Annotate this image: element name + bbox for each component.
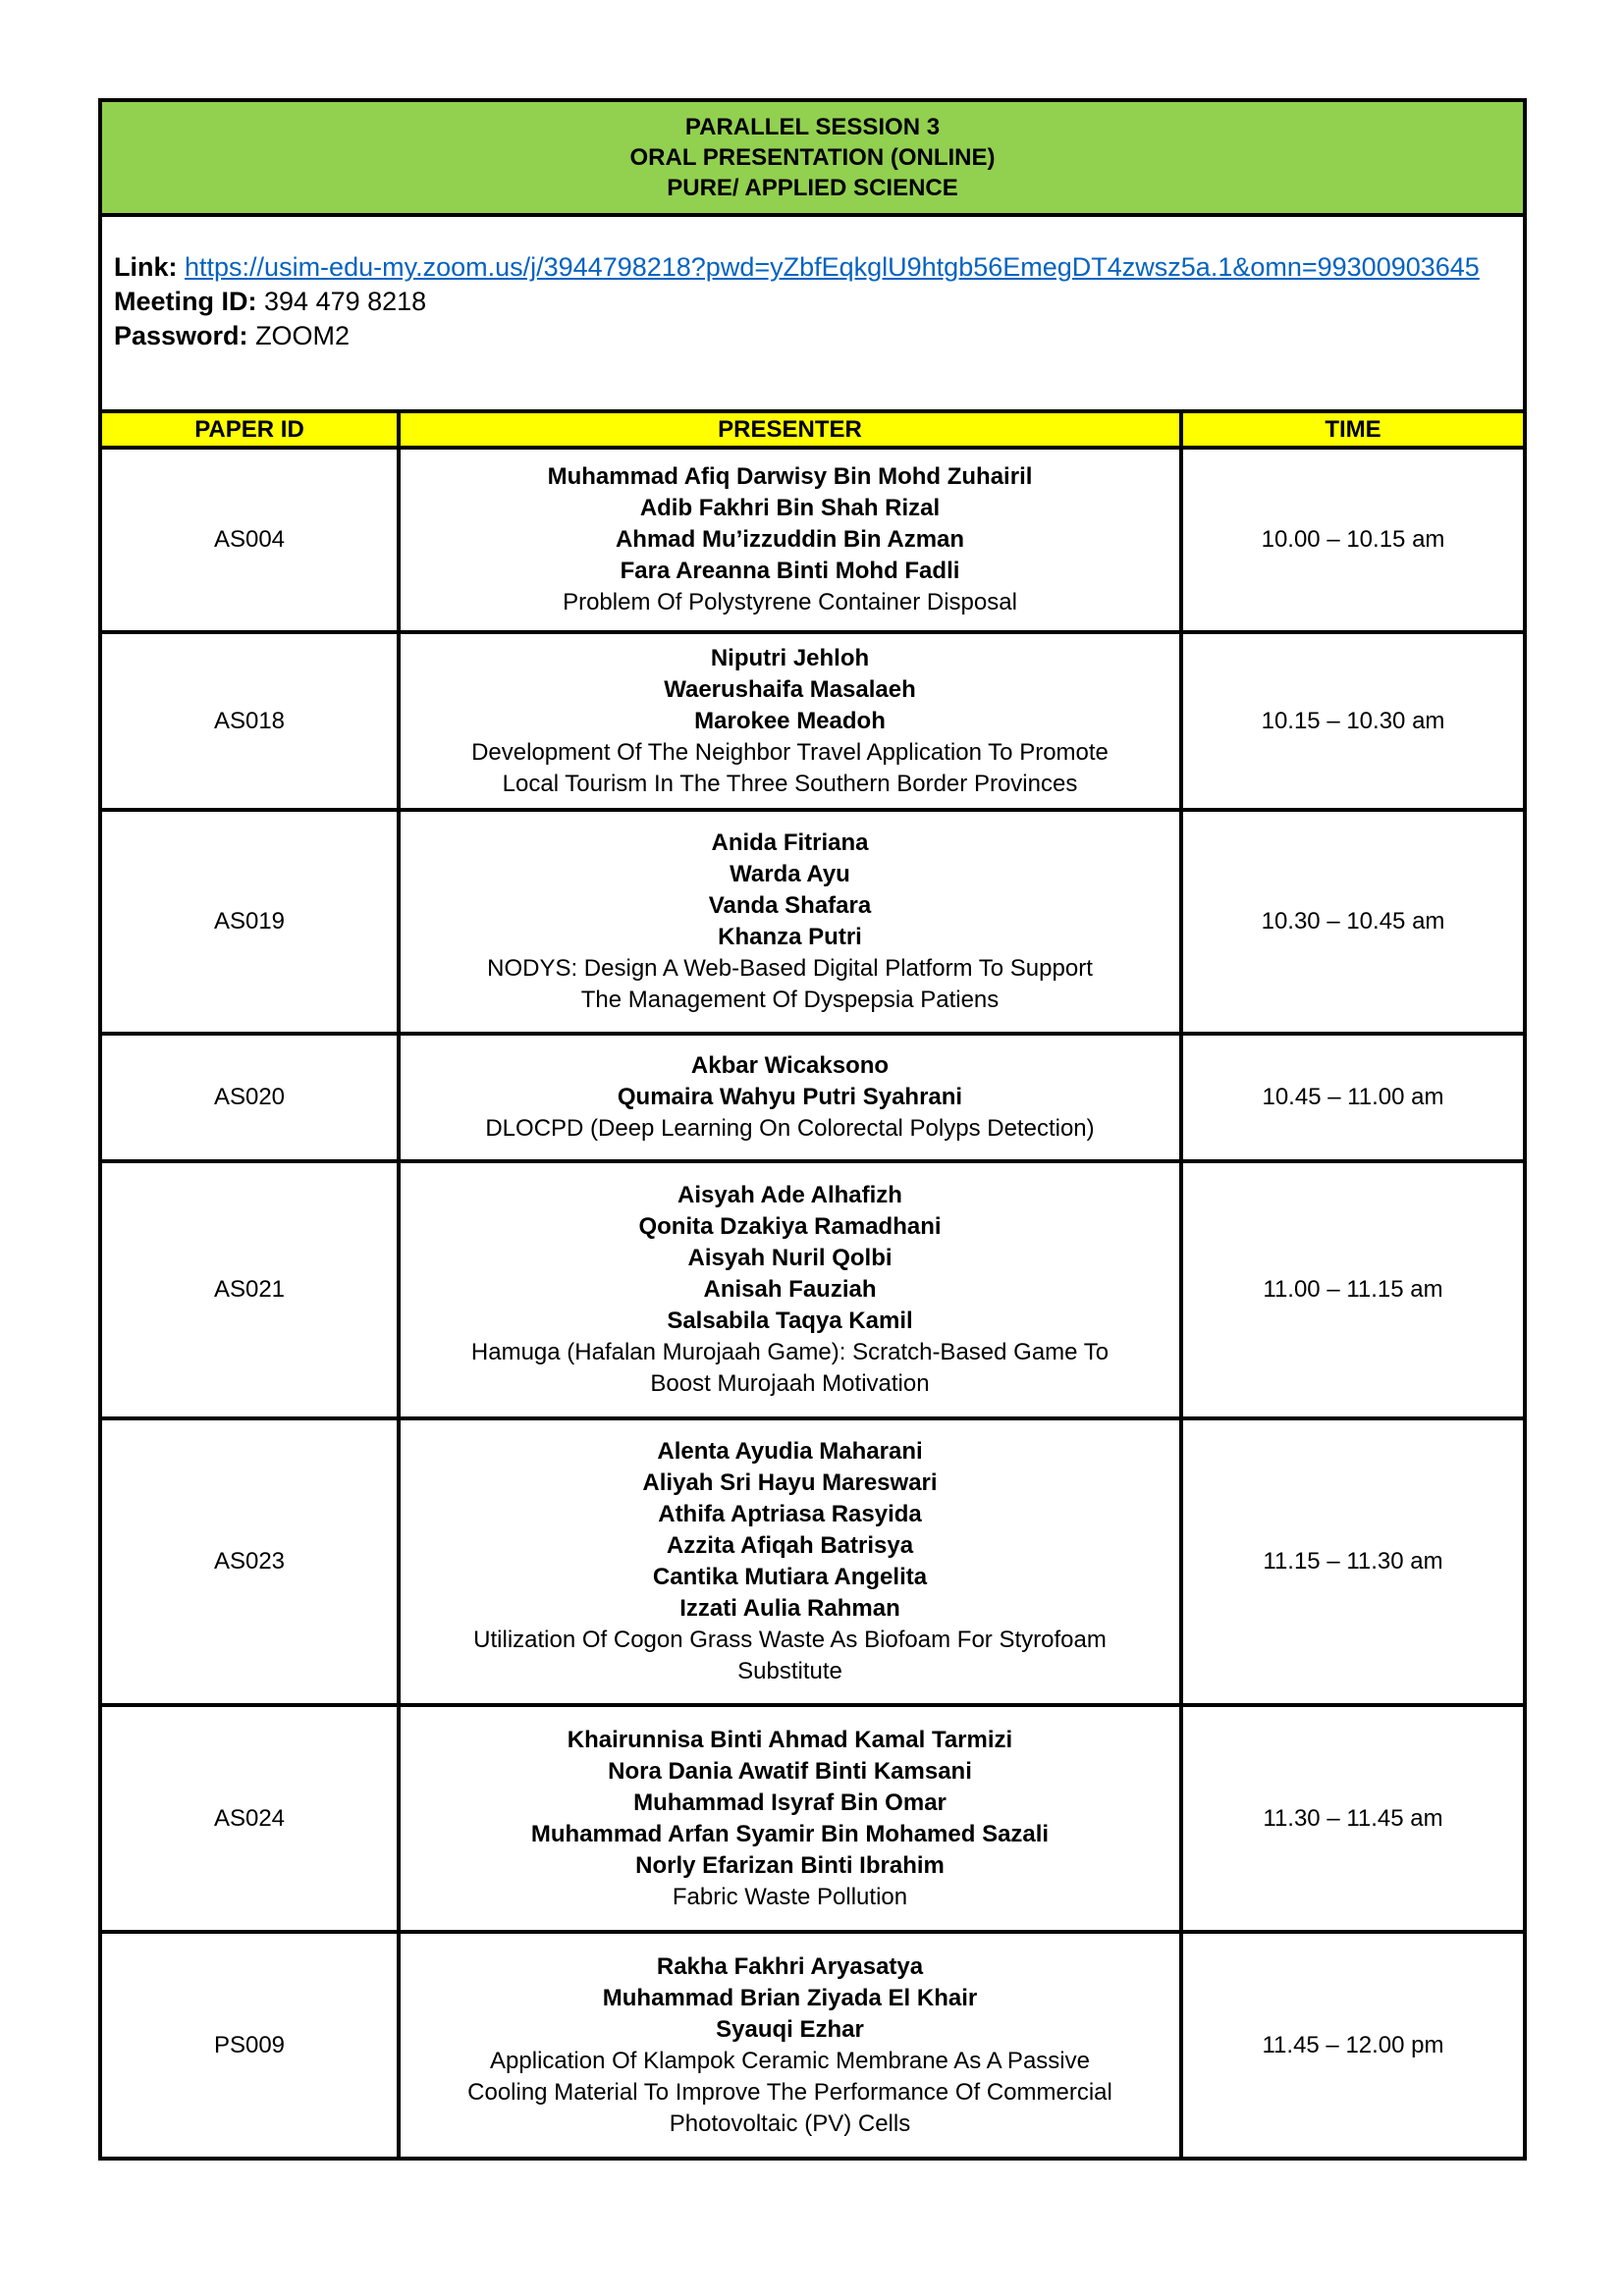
presenter-name: Rakha Fakhri Aryasatya [656, 1952, 924, 1980]
col-time: TIME [1181, 413, 1523, 448]
session-header [102, 102, 1523, 217]
table-row [102, 1034, 1523, 1161]
presenter-name: Marokee Meadoh [694, 707, 886, 734]
session-document [98, 98, 1527, 2161]
table-row [102, 1161, 1523, 1418]
link-label: Link: [114, 252, 178, 282]
table-row [102, 632, 1523, 810]
presenter-name: Aisyah Nuril Qolbi [687, 1245, 893, 1271]
presenter-name: Izzati Aulia Rahman [679, 1595, 900, 1622]
paper-title-line: NODYS: Design A Web-Based Digital Platform To Support [487, 955, 1093, 982]
session-format: ORAL PRESENTATION (ONLINE) [629, 144, 996, 171]
session-track: PURE/ APPLIED SCIENCE [667, 175, 958, 201]
paper-title-line: Fabric Waste Pollution [672, 1883, 908, 1910]
paper-title-line: Hamuga (Hafalan Murojaah Game): Scratch-Based Game To [470, 1339, 1110, 1365]
presenter-name: Khanza Putri [718, 924, 862, 950]
presenter-name: Fara Areanna Binti Mohd Fadli [620, 558, 960, 584]
presenter-name: Syauqi Ezhar [716, 2015, 864, 2043]
meeting-id-value: 394 479 8218 [264, 287, 427, 316]
presenter-name: Adib Fakhri Bin Shah Rizal [639, 495, 941, 521]
paper-id-cell: AS020 [102, 1034, 399, 1161]
presenter-cell [399, 810, 1181, 1034]
col-paper-id: PAPER ID [102, 413, 399, 448]
table-row [102, 1705, 1523, 1932]
table-header-row [102, 413, 1523, 448]
presenter-name: Anida Fitriana [711, 829, 869, 856]
password-value: ZOOM2 [255, 321, 351, 350]
table-row [102, 1932, 1523, 2157]
paper-title-line: Utilization Of Cogon Grass Waste As Biofoam For Styrofoam [473, 1627, 1107, 1653]
paper-title-line: Local Tourism In The Three Southern Border Provinces [502, 770, 1078, 797]
presenter-cell [399, 1034, 1181, 1161]
session-title: PARALLEL SESSION 3 [684, 114, 941, 140]
table-row [102, 1418, 1523, 1705]
presenter-name: Waerushaifa Masalaeh [664, 675, 916, 703]
time-cell: 10.00 – 10.15 am [1181, 448, 1523, 632]
presenter-name: Muhammad Brian Ziyada El Khair [602, 1984, 978, 2011]
presenter-name: Khairunnisa Binti Ahmad Kamal Tarmizi [567, 1726, 1013, 1753]
paper-id-cell: AS021 [102, 1161, 399, 1418]
presenter-cell [399, 632, 1181, 810]
table-row [102, 448, 1523, 632]
presenter-name: Vanda Shafara [708, 892, 872, 919]
presenter-cell [399, 1932, 1181, 2157]
zoom-link[interactable]: https://usim-edu-my.zoom.us/j/3944798218?pwd=yZbfEqkglU9htgb56EmegDT4zwsz5a.1&omn=99300903645 [185, 252, 1480, 282]
paper-id-cell: PS009 [102, 1932, 399, 2157]
time-cell: 11.45 – 12.00 pm [1181, 1932, 1523, 2157]
presenter-cell [399, 1418, 1181, 1705]
meeting-info [102, 217, 1523, 413]
time-cell: 10.45 – 11.00 am [1181, 1034, 1523, 1161]
presenter-name: Muhammad Isyraf Bin Omar [633, 1789, 947, 1816]
presenter-name: Warda Ayu [730, 861, 850, 887]
paper-title-line: DLOCPD (Deep Learning On Colorectal Polyps Detection) [485, 1115, 1095, 1142]
time-cell: 11.30 – 11.45 am [1181, 1705, 1523, 1932]
presenter-name: Anisah Fauziah [703, 1276, 877, 1303]
presenter-name: Qumaira Wahyu Putri Syahrani [617, 1084, 963, 1110]
paper-id-cell: AS024 [102, 1705, 399, 1932]
time-cell: 10.30 – 10.45 am [1181, 810, 1523, 1034]
link-line [114, 250, 1523, 285]
time-cell: 11.15 – 11.30 am [1181, 1418, 1523, 1705]
password-line [114, 319, 1523, 353]
paper-id-cell: AS004 [102, 448, 399, 632]
presenter-cell [399, 1161, 1181, 1418]
schedule-table [102, 413, 1523, 2157]
presenter-name: Alenta Ayudia Maharani [657, 1438, 923, 1465]
table-row [102, 810, 1523, 1034]
presenter-name: Norly Efarizan Binti Ibrahim [635, 1851, 945, 1879]
presenter-name: Salsabila Taqya Kamil [667, 1308, 913, 1334]
presenter-name: Akbar Wicaksono [690, 1052, 890, 1079]
presenter-name: Muhammad Arfan Syamir Bin Mohamed Sazali [530, 1820, 1050, 1847]
paper-id-cell: AS018 [102, 632, 399, 810]
paper-id-cell: AS023 [102, 1418, 399, 1705]
paper-title-line: Application Of Klampok Ceramic Membrane As A Passive [490, 2047, 1090, 2074]
presenter-name: Aisyah Ade Alhafizh [677, 1182, 902, 1208]
presenter-name: Athifa Aptriasa Rasyida [658, 1501, 922, 1527]
paper-title-line: Cooling Material To Improve The Performance Of Commercial [467, 2078, 1112, 2106]
time-cell: 11.00 – 11.15 am [1181, 1161, 1523, 1418]
presenter-name: Cantika Mutiara Angelita [652, 1564, 928, 1590]
presenter-name: Qonita Dzakiya Ramadhani [638, 1213, 942, 1240]
presenter-name: Azzita Afiqah Batrisya [666, 1532, 914, 1559]
presenter-name: Niputri Jehloh [710, 644, 870, 671]
presenter-name: Nora Dania Awatif Binti Kamsani [608, 1757, 972, 1785]
paper-id-cell: AS019 [102, 810, 399, 1034]
password-label: Password: [114, 321, 248, 350]
time-cell: 10.15 – 10.30 am [1181, 632, 1523, 810]
meeting-id-label: Meeting ID: [114, 287, 257, 316]
meeting-id-line [114, 285, 1523, 319]
paper-title-line: Photovoltaic (PV) Cells [669, 2109, 911, 2137]
paper-title-line: Problem Of Polystyrene Container Disposal [563, 589, 1017, 615]
presenter-name: Ahmad Mu’izzuddin Bin Azman [615, 526, 965, 553]
presenter-name: Muhammad Afiq Darwisy Bin Mohd Zuhairil [547, 463, 1033, 490]
paper-title-line: The Management Of Dyspepsia Patiens [580, 987, 1000, 1013]
presenter-name: Aliyah Sri Hayu Mareswari [642, 1469, 938, 1496]
col-presenter: PRESENTER [399, 413, 1181, 448]
presenter-cell [399, 448, 1181, 632]
presenter-cell [399, 1705, 1181, 1932]
paper-title-line: Development Of The Neighbor Travel Application To Promote [471, 738, 1109, 766]
paper-title-line: Boost Murojaah Motivation [650, 1370, 930, 1397]
paper-title-line: Substitute [737, 1658, 842, 1684]
